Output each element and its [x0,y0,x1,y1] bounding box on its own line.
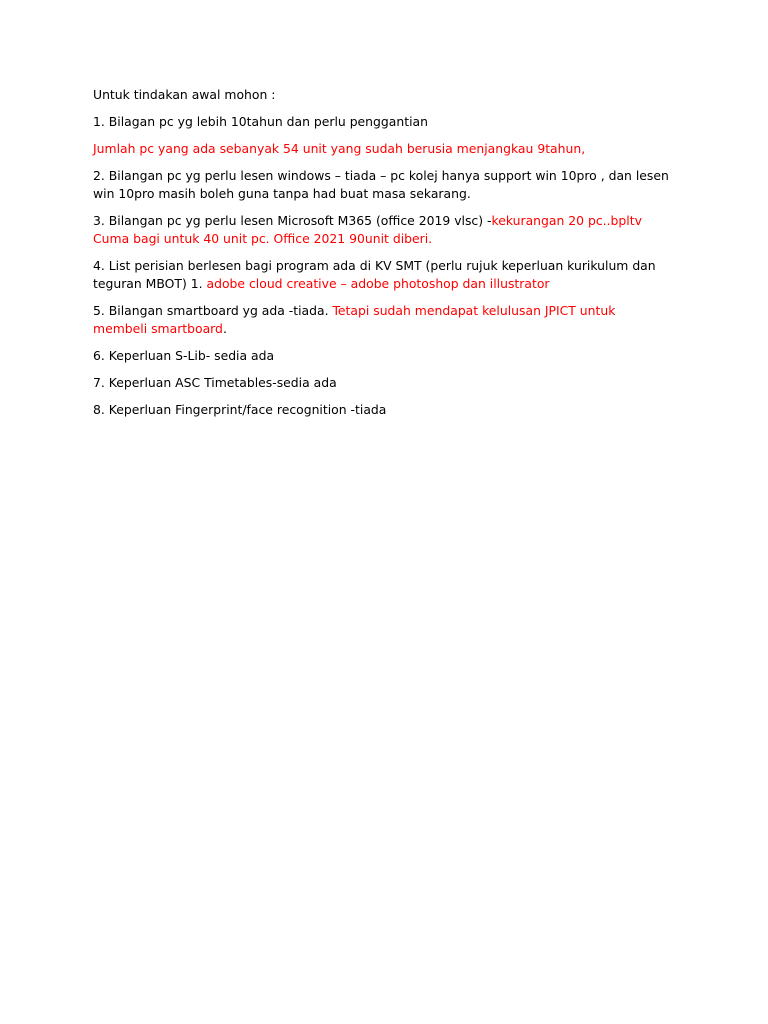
item-8-paragraph: 8. Keperluan Fingerprint/face recognition -tiada [93,402,387,417]
item-3-note: kekurangan 20 pc..bpltv Cuma bagi untuk 40 unit pc. Office 2021 90unit diberi. [93,213,642,246]
item-3-text: 3. Bilangan pc yg perlu lesen Microsoft M365 (office 2019 vlsc) - [93,213,492,228]
item-3-paragraph [93,212,672,248]
item-4-note: adobe cloud creative – adobe photoshop dan illustrator [206,276,550,291]
item-5-note: Tetapi sudah mendapat kelulusan JPICT untuk membeli smartboard [93,303,616,336]
item-5-paragraph [93,302,672,338]
item-2-paragraph: 2. Bilangan pc yg perlu lesen windows – tiada – pc kolej hanya support win 10pro , dan lesen win 10pro masih boleh guna tanpa had buat masa sekarang. [93,168,669,201]
item-5-suffix: . [222,321,227,336]
item-4-text: 4. List perisian berlesen bagi program ada di KV SMT (perlu rujuk keperluan kurikulum dan teguran MBOT) 1. [93,258,656,291]
intro-paragraph: Untuk tindakan awal mohon : [93,87,276,102]
item-1-paragraph: 1. Bilagan pc yg lebih 10tahun dan perlu penggantian [93,114,428,129]
item-1-note: Jumlah pc yang ada sebanyak 54 unit yang sudah berusia menjangkau 9tahun, [93,141,586,156]
item-4-paragraph [93,257,672,293]
item-7-paragraph: 7. Keperluan ASC Timetables-sedia ada [93,375,337,390]
item-5-text: 5. Bilangan smartboard yg ada -tiada. [93,303,333,318]
item-6-paragraph: 6. Keperluan S-Lib- sedia ada [93,348,275,363]
